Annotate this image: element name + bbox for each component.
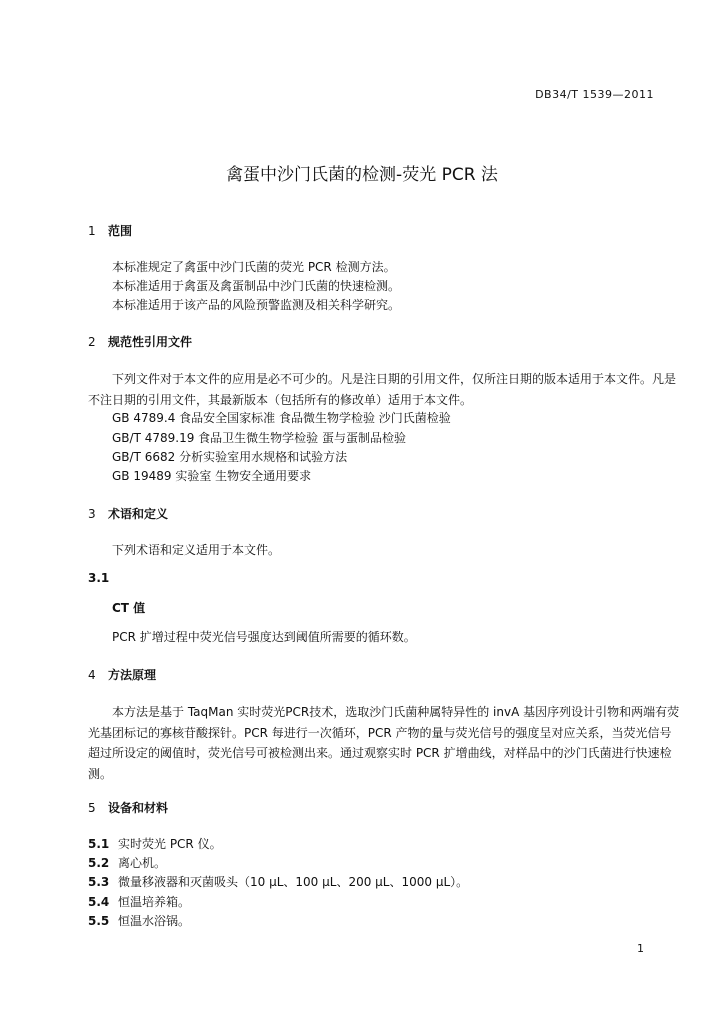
section-number: 1: [88, 224, 96, 238]
reference-item: GB 19489 实验室 生物安全通用要求: [112, 469, 312, 483]
term-name: CT 值: [112, 601, 146, 615]
section-1-heading: [88, 222, 132, 239]
item-text: 恒温水浴锅。: [118, 914, 191, 928]
item-number: 5.4: [88, 895, 110, 909]
section-number: 2: [88, 335, 96, 349]
item-text: 离心机。: [118, 856, 167, 870]
section-title: 方法原理: [108, 668, 157, 682]
section-number: 3: [88, 507, 96, 521]
subsection-number: 3.1: [88, 571, 110, 585]
references-intro: 下列文件对于本文件的应用是必不可少的。凡是注日期的引用文件，仅所注日期的版本适用于本文件。凡是不注日期的引用文件，其最新版本（包括所有的修改单）适用于本文件。: [88, 372, 677, 407]
section-title: 范围: [108, 224, 133, 238]
equipment-item: [88, 893, 190, 910]
section-number: 4: [88, 668, 96, 682]
section-5-heading: [88, 799, 168, 816]
equipment-item: [88, 873, 468, 890]
section-2-heading: [88, 333, 192, 350]
section-title: 术语和定义: [108, 507, 169, 521]
section-title: 设备和材料: [108, 801, 169, 815]
section-3-heading: [88, 505, 168, 522]
section-4-heading: [88, 666, 156, 683]
item-number: 5.5: [88, 914, 110, 928]
item-text: 实时荧光 PCR 仪。: [118, 837, 222, 851]
scope-line: 本标准适用于该产品的风险预警监测及相关科学研究。: [112, 298, 401, 312]
scope-line: 本标准适用于禽蛋及禽蛋制品中沙门氏菌的快速检测。: [112, 279, 401, 293]
item-text: 微量移液器和灭菌吸头（10 μL、100 μL、200 μL、1000 μL）。: [118, 875, 469, 889]
term-definition: PCR 扩增过程中荧光信号强度达到阈值所需要的循环数。: [112, 630, 416, 644]
item-number: 5.3: [88, 875, 110, 889]
scope-line: 本标准规定了禽蛋中沙门氏菌的荧光 PCR 检测方法。: [112, 260, 396, 274]
section-title: 规范性引用文件: [108, 335, 193, 349]
page-number: 1: [637, 942, 644, 955]
method-principle-paragraph: 本方法是基于 TaqMan 实时荧光PCR技术，选取沙门氏菌种属特异性的 invA 基因序列设计引物和两端有荧光基团标记的寡核苷酸探针。PCR 每进行一次循环，PCR 产物的量与荧光信号的强度呈对应关系，当荧光信号超过所设定的阈值时，荧光信号可被检测出来。通过观察实时 PCR 扩增曲线，对样品中的沙门氏菌进行快速检测。: [88, 705, 680, 781]
section-number: 5: [88, 801, 96, 815]
item-number: 5.2: [88, 856, 110, 870]
reference-item: GB/T 6682 分析实验室用水规格和试验方法: [112, 450, 348, 464]
item-number: 5.1: [88, 837, 110, 851]
document-title: 禽蛋中沙门氏菌的检测-荧光 PCR 法: [226, 165, 498, 185]
equipment-item: [88, 854, 166, 871]
equipment-item: [88, 835, 222, 852]
reference-item: GB/T 4789.19 食品卫生微生物学检验 蛋与蛋制品检验: [112, 431, 406, 445]
equipment-item: [88, 912, 190, 929]
terms-intro: 下列术语和定义适用于本文件。: [112, 543, 281, 557]
reference-item: GB 4789.4 食品安全国家标准 食品微生物学检验 沙门氏菌检验: [112, 411, 451, 425]
item-text: 恒温培养箱。: [118, 895, 191, 909]
standard-code: DB34/T 1539—2011: [535, 88, 654, 101]
